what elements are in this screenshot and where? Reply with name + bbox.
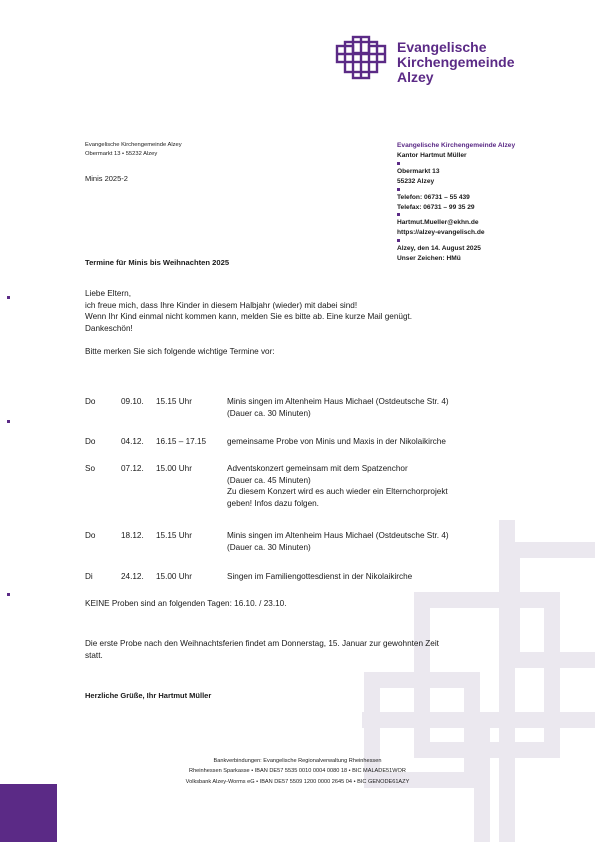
event-date: 24.12. (121, 572, 144, 581)
event-description (227, 530, 449, 553)
sender-line-2: Obermarkt 13 • 55232 Alzey (85, 151, 158, 157)
footer-line-3: Volksbank Alzey-Worms eG • IBAN DE57 5509 1200 0000 2645 04 • BIC GENODE61AZY (185, 779, 410, 785)
letter-body (85, 288, 412, 357)
event-description (227, 396, 449, 419)
salutation: Liebe Eltern, (85, 289, 131, 298)
contact-email: Hartmut.Mueller@ekhn.de (397, 219, 479, 227)
our-reference: Unser Zeichen: HMü (397, 255, 461, 263)
watermark-cross-icon (362, 520, 595, 842)
event-description-line: gemeinsame Probe von Minis und Maxis in der Nikolaikirche (227, 437, 446, 446)
bullet-icon (397, 162, 400, 165)
letter-date: Alzey, den 14. August 2025 (397, 245, 481, 253)
sender-address (85, 141, 182, 159)
event-day: Do (85, 531, 96, 540)
event-date: 04.12. (121, 437, 144, 446)
contact-block (397, 141, 515, 264)
logo-line-3: Alzey (397, 69, 434, 85)
event-date: 18.12. (121, 531, 144, 540)
fold-mark-middle (7, 420, 10, 423)
event-date: 09.10. (121, 397, 144, 406)
events-intro: Bitte merken Sie sich folgende wichtige Termine vor: (85, 346, 275, 356)
church-logo-icon (333, 34, 389, 82)
first-rehearsal-line-1: Die erste Probe nach den Weihnachtsferien findet am Donnerstag, 15. Januar zur gewohnten Zeit (85, 639, 439, 648)
event-time: 15.15 Uhr (156, 531, 192, 540)
event-description-line: Minis singen im Altenheim Haus Michael (Ostdeutsche Str. 4) (227, 397, 449, 406)
bullet-icon (397, 188, 400, 191)
paragraph-3: Dankeschön! (85, 323, 133, 333)
event-day: Di (85, 572, 93, 581)
event-time: 15.00 Uhr (156, 572, 192, 581)
sender-line-1: Evangelische Kirchengemeinde Alzey (85, 142, 182, 148)
no-rehearsal-note: KEINE Proben sind an folgenden Tagen: 16.10. / 23.10. (85, 599, 287, 608)
church-logo-text (397, 40, 514, 85)
paragraph-2: Wenn Ihr Kind einmal nicht kommen kann, melden Sie es bitte ab. Eine kurze Mail genügt. (85, 312, 413, 321)
event-day: So (85, 464, 96, 473)
event-time: 15.15 Uhr (156, 397, 192, 406)
closing-signature: Herzliche Grüße, Ihr Hartmut Müller (85, 691, 212, 700)
corner-accent (0, 784, 57, 842)
bullet-icon (397, 239, 400, 242)
event-description (227, 436, 446, 448)
logo-line-1: Evangelische (397, 39, 487, 55)
footer-line-1: Bankverbindungen: Evangelische Regionalverwaltung Rheinhessen (213, 758, 382, 764)
bank-footer (0, 756, 595, 789)
fold-mark-top (7, 296, 10, 299)
event-description-line: (Dauer ca. 30 Minuten) (227, 542, 311, 552)
footer-line-2: Rheinhessen Sparkasse • IBAN DE57 5535 0010 0004 0080 18 • BIC MALADE51WOR (189, 768, 406, 774)
bullet-icon (397, 213, 400, 216)
event-day: Do (85, 397, 96, 406)
event-time: 15.00 Uhr (156, 464, 192, 473)
event-description-line: geben! Infos dazu folgen. (227, 498, 319, 508)
event-date: 07.12. (121, 464, 144, 473)
event-description-line: (Dauer ca. 30 Minuten) (227, 408, 311, 418)
event-day: Do (85, 437, 96, 446)
event-description-line: Zu diesem Konzert wird es auch wieder ein Elternchorprojekt (227, 487, 448, 496)
first-rehearsal-line-2: statt. (85, 650, 103, 660)
contact-phone: Telefon: 06731 – 55 439 (397, 193, 470, 201)
contact-web: https://alzey-evangelisch.de (397, 229, 485, 237)
paragraph-1: ich freue mich, dass Ihre Kinder in diesem Halbjahr (wieder) mit dabei sind! (85, 300, 358, 310)
event-time: 16.15 – 17.15 (156, 437, 207, 446)
contact-street: Obermarkt 13 (397, 167, 440, 175)
reference-label: Minis 2025-2 (85, 174, 128, 183)
event-description (227, 571, 412, 583)
event-description-line: (Dauer ca. 45 Minuten) (227, 475, 311, 485)
event-description-line: Singen im Familiengottesdienst in der Nikolaikirche (227, 572, 413, 581)
event-description-line: Minis singen im Altenheim Haus Michael (Ostdeutsche Str. 4) (227, 531, 449, 540)
event-description (227, 463, 448, 509)
event-description-line: Adventskonzert gemeinsam mit dem Spatzenchor (227, 464, 408, 473)
fold-mark-bottom (7, 593, 10, 596)
contact-fax: Telefax: 06731 – 99 35 29 (397, 203, 475, 211)
contact-city: 55232 Alzey (397, 177, 435, 185)
letter-subject: Termine für Minis bis Weihnachten 2025 (85, 258, 230, 267)
logo-line-2: Kirchengemeinde (397, 54, 515, 70)
contact-org: Evangelische Kirchengemeinde Alzey (397, 142, 516, 149)
contact-name: Kantor Hartmut Müller (397, 151, 467, 159)
first-rehearsal-note (85, 638, 439, 661)
